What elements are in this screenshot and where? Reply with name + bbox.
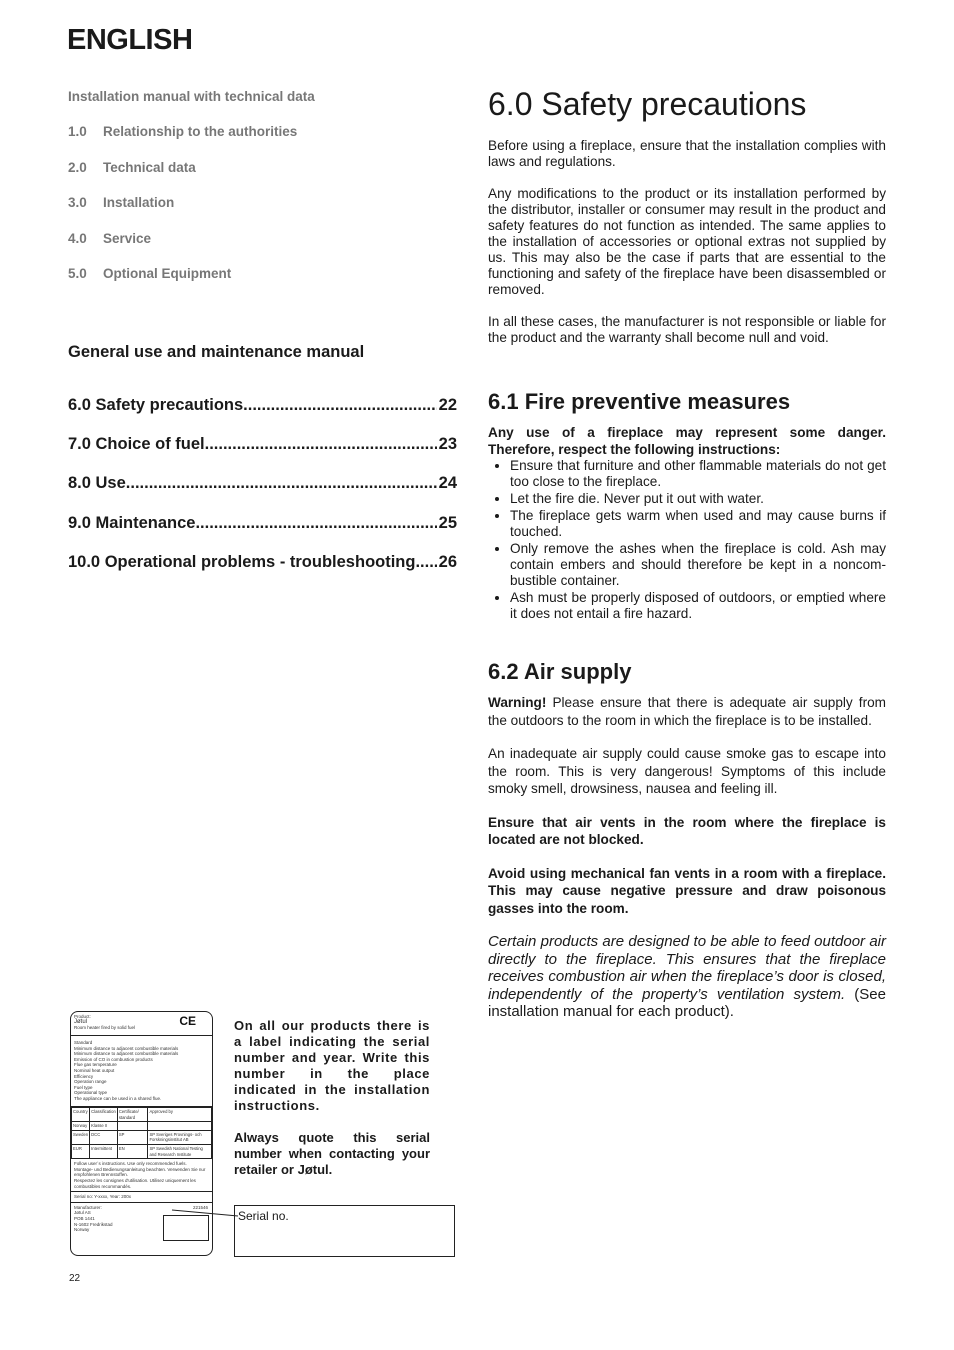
bullet-list <box>488 458 886 622</box>
label-text: Manufacturer: <box>74 1204 102 1210</box>
toc-label: Installation <box>103 195 175 210</box>
paragraph: Any modifications to the product or its installation performed by the distributor, installer or consumer may result in the product and safety features do not function as intended. The same applies to the installation of accessories or optional extras not supplied by us. This may also be the case if parts that are essential to the functioning and safety of the fireplace have been disassembled or removed. <box>488 186 886 297</box>
cell <box>117 1122 148 1131</box>
toc-install-item[interactable] <box>68 195 174 210</box>
italic-text: Certain products are designed to be able to feed outdoor air directly to the fireplace. This ensures that the fireplace receives combustion air when the fireplace’s door is closed, independently of the property’s ventilation system. <box>488 933 886 1003</box>
cell: Norway <box>72 1122 90 1131</box>
label-text: POB 1441 <box>74 1215 95 1221</box>
label-instructions <box>71 1159 212 1192</box>
toc-install-item[interactable] <box>68 231 151 246</box>
toc-general-title: General use and maintenance manual <box>68 343 365 361</box>
toc-page: 25 <box>438 514 457 532</box>
main-content <box>488 84 886 1037</box>
label-text: Respectez les consignes d'utilisation. Utilisez uniquement les combustibles recommandés. <box>74 1177 196 1189</box>
label-serial: Serial no: Y-xxxx, Year: 200x <box>71 1192 212 1203</box>
leader-dots <box>415 553 436 572</box>
label-text: Efficiency <box>74 1073 94 1079</box>
paragraph: In all these cases, the manufacturer is not responsible or liable for the product and the warranty shall become null and void. <box>488 314 886 345</box>
label-text: Standard <box>74 1040 93 1045</box>
leader-dots <box>126 474 437 493</box>
leader-dots <box>243 396 436 415</box>
cell: Klasse II <box>90 1122 118 1131</box>
text: (See installation manual for each product). <box>488 985 886 1020</box>
cell: Approved by <box>148 1108 212 1122</box>
paragraph: An inadequate air supply could cause smoke gas to escape into the room. This is very dangerous! Symptoms of this include smoky smell, drowsiness, nausea and feeling ill. <box>488 746 886 796</box>
cell: DCC <box>90 1130 118 1144</box>
toc-general-item[interactable] <box>68 474 457 493</box>
paragraph: Ensure that air vents in the room where the fireplace is located are not blocked. <box>488 814 886 847</box>
paragraph: Avoid using mechanical fan vents in a room with a fireplace. This may cause negative pressure and draw poisonous gasses into the room. <box>488 865 886 916</box>
warning-label: Warning! <box>488 695 547 710</box>
page-number: 22 <box>69 1273 81 1284</box>
toc-install-item[interactable] <box>68 124 297 139</box>
language-heading: ENGLISH <box>67 24 193 56</box>
label-text: Jøtul AS <box>74 1210 91 1216</box>
cell: EN <box>117 1144 148 1158</box>
label-text: Operational type <box>74 1090 108 1096</box>
paragraph: On all our products there is a label indicating the serial number and year. Write this number in the place indicated in the installation instructions. <box>234 1018 430 1113</box>
toc-num: 4.0 <box>68 231 87 246</box>
label-text: Fuel type <box>74 1084 93 1090</box>
text: Please ensure that there is adequate air supply from the outdoors to the room in which the fireplace is to be installed. <box>488 695 886 728</box>
label-text: Flue gas temperature <box>74 1062 117 1068</box>
toc-num: 2.0 <box>68 160 87 175</box>
label-text: Emission of CO in combustion products <box>74 1056 153 1062</box>
section-heading: 6.2 Air supply <box>488 659 632 684</box>
paragraph: Any use of a fireplace may represent some danger. Therefore, respect the following instructions: <box>488 425 886 457</box>
toc-install-item[interactable] <box>68 266 231 281</box>
toc-page: 22 <box>438 396 457 414</box>
paragraph: Always quote this serial number when contacting your retailer or Jøtul. <box>234 1130 430 1177</box>
label-text: Montage- und Bedienungsanleitung beachten. Verwenden Sie nur empfohlenen Brennstoffen. <box>74 1166 206 1178</box>
toc-label: Service <box>103 231 152 246</box>
toc-label: 8.0 Use <box>68 474 126 492</box>
label-text: Minimum distance to adjacent combustible materials <box>74 1051 179 1057</box>
toc-page: 24 <box>438 474 457 492</box>
cell: Classification <box>90 1108 118 1122</box>
list-item: • Let the fire die. Never put it out with water. <box>510 491 886 507</box>
cell: Country <box>72 1108 90 1122</box>
label-brand: Jøtul <box>74 1018 88 1025</box>
paragraph <box>488 933 886 1021</box>
list-item: • The fireplace gets warm when used and may cause burns if touched. <box>510 508 886 540</box>
list-item: • Only remove the ashes when the fireplace is cold. Ash may contain embers and should therefore be kept in a noncom-bustible container. <box>510 541 886 589</box>
page-title: 6.0 Safety precautions <box>488 86 807 122</box>
toc-label: 7.0 Choice of fuel <box>68 435 205 453</box>
toc-label: 6.0 Safety precautions <box>68 396 244 414</box>
toc-label: Technical data <box>103 160 196 175</box>
pointer-line <box>170 1205 240 1220</box>
paragraph: Before using a fireplace, ensure that the installation complies with laws and regulations. <box>488 138 886 169</box>
cell: SP <box>117 1130 148 1144</box>
paragraph <box>488 694 886 729</box>
label-specs <box>71 1036 212 1107</box>
toc-page: 26 <box>438 553 457 571</box>
toc-general-item[interactable] <box>68 514 457 533</box>
cell: Sweden <box>72 1130 90 1144</box>
label-text: Follow user´s instructions. Use only recommended fuels. <box>74 1161 187 1167</box>
cell: Intermittent <box>90 1144 118 1158</box>
label-text: Room heater fired by solid fuel <box>74 1025 136 1031</box>
label-text: Nominal heat output <box>74 1067 115 1073</box>
label-text: Product: <box>74 1014 91 1019</box>
label-text: The appliance can be used in a shared flue. <box>74 1095 162 1101</box>
toc-general-item[interactable] <box>68 396 457 415</box>
toc-install-item[interactable] <box>68 160 196 175</box>
toc-num: 1.0 <box>68 124 87 139</box>
label-text: N-1602 Fredrikstad <box>74 1221 113 1227</box>
cell: SP Sveriges Provnings- och Forskningsinstitut AB <box>148 1130 212 1144</box>
list-item: • Ensure that furniture and other flammable materials do not get too close to the fireplace. <box>510 458 886 490</box>
cell: EUR <box>72 1144 90 1158</box>
ce-mark: CE <box>179 1014 196 1028</box>
cell: Certificate/ standard <box>117 1108 148 1122</box>
cell: SP Swedish National Testing and Research Institute <box>148 1144 212 1158</box>
toc-page: 23 <box>438 435 457 453</box>
toc-label: 10.0 Operational problems - troubleshooting <box>68 553 416 571</box>
cell <box>148 1122 212 1131</box>
serial-number-label: Serial no. <box>238 1209 289 1223</box>
label-code: 221546 <box>192 1204 208 1210</box>
section-heading: 6.1 Fire preventive measures <box>488 389 791 414</box>
label-table <box>71 1107 212 1159</box>
leader-dots <box>205 435 437 454</box>
toc-label: Optional Equipment <box>103 266 232 281</box>
toc-install-title: Installation manual with technical data <box>68 89 315 104</box>
toc-general-item[interactable] <box>68 435 457 454</box>
toc-label: 9.0 Maintenance <box>68 514 196 532</box>
toc-num: 3.0 <box>68 195 87 210</box>
leader-dots <box>195 514 436 533</box>
label-text: Operation range <box>74 1079 107 1085</box>
label-text: Norway <box>74 1227 90 1233</box>
toc-label: Relationship to the authorities <box>103 124 298 139</box>
toc-num: 5.0 <box>68 266 87 281</box>
list-item: • Ash must be properly disposed of outdoors, or emptied where it does not entail a fire hazard. <box>510 590 886 622</box>
toc-general-item[interactable] <box>68 553 457 572</box>
label-note <box>234 1018 430 1178</box>
label-text: Minimum distance to adjacent combustible materials <box>74 1045 179 1051</box>
